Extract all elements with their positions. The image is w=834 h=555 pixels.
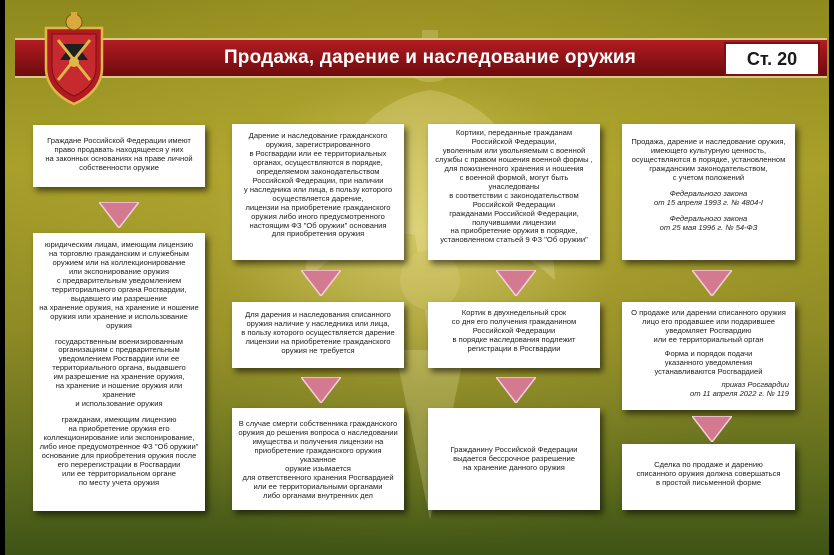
col4-box2-text: О продаже или дарении списанного оружия лицо его продавшее или подарившее уведомляет Росгвардию или ее территориальный орган [631,308,786,344]
rosgvardia-emblem-icon [38,10,110,106]
col4-box3 [622,444,795,510]
col2-box3-text: В случае смерти собственника гражданского оружия до решения вопроса о наследовании имущества и получения лицензии на приобретение гражданского оружия указанное оружие изымается для ответственного хранения Росгвардией или ее территориальными органами либо органами внутренних дел [238,419,398,500]
col2-box1 [232,124,404,260]
col1-box2-p3: гражданам, имеющим лицензию на приобретение оружия его коллекционирование или экспонирование, либо иное предусмотренное ФЗ "Об оружии" основание для приобретения оружия после его перерегистрации в Росгвардии или ее территориальном органе по месту учета оружия [39,415,199,487]
col2-box3 [232,408,404,510]
col3-box1 [428,124,600,260]
col4-arrow1-icon [692,270,732,296]
col1-arrow1-icon [99,202,139,228]
col2-box2-text: Для дарения и наследования списанного оружия наличие у наследника или лица, в пользу которого осуществляется дарение лицензии на приобретение гражданского оружия не требуется [241,310,395,355]
col2-arrow2-icon [301,377,341,403]
col2-box1-text: Дарение и наследование гражданского оружия, зарегистрированного в Росгвардии или ее территориальных органах, осуществляются в порядке, определяемом законодательством Российской Федерации, при наличии у наследника или лица, в пользу которого осуществляется дарение, лицензии на приобретение гражданского оружия либо иного предусмотренного настоящим ФЗ "Об оружии" основания для приобретения оружия [243,131,393,239]
col3-box1-text: Кортики, переданные гражданам Российской Федерации, уволенным или увольняемым с военной службы с правом ношения военной формы , для пожизненного хранения и ношения с военной формой, могут быть унаследованы в соответствии с законодательством Российской Федерации гражданами Российской Федерации, получившими лицензии на приобретение оружия в порядке, установленном статьей 9 ФЗ "Об оружии" [435,128,593,245]
col3-arrow2-icon [496,377,536,403]
col3-box3 [428,408,600,510]
right-border [829,0,834,555]
article-number-badge: Ст. 20 [724,42,820,76]
col3-arrow1-icon [496,270,536,296]
col4-box2-p2: Форма и порядок подачи указанного уведомления устанавливаются Росгвардией [654,348,763,376]
col4-box1-law1: Федерального закона от 15 апреля 1993 г. № 4804-I [653,188,763,207]
col2-arrow1-icon [301,270,341,296]
col4-box1-law2: Федерального закона от 25 мая 1996 г. № 54-ФЗ [659,213,758,232]
col4-box3-text: Сделка по продаже и дарению списанного оружия должна совершаться в простой письменной форме [636,460,781,487]
col4-box2 [622,302,795,410]
col1-box1 [33,125,205,187]
col4-box1-text: Продажа, дарение и наследование оружия, имеющего культурную ценность, осуществляются в порядке, установленном гражданским законодательством, с учетом положений [631,137,786,182]
col3-box2-text: Кортик в двухнедельный срок со дня его получения гражданином Российской Федерации в порядке наследования подлежит регистрации в Росгвардии [451,308,577,353]
col1-box2-p1: юридическим лицам, имеющим лицензию на торговлю гражданским и служебным оружием или на коллекционирование или экспонирование оружия с предварительным уведомлением территориального органа Росгвардии, выдавшего им разрешение на хранение оружия, на хранение и ношение оружия или хранение и использование оружия [39,240,199,330]
col2-box2 [232,302,404,368]
page-title: Продажа, дарение и наследование оружия [223,47,637,68]
col4-arrow2-icon [692,416,732,442]
col3-box2 [428,302,600,368]
col3-box3-text: Гражданину Российской Федерации выдается бессрочное разрешение на хранение данного оружия [450,445,578,472]
left-border [0,0,5,555]
col1-box2 [33,233,205,511]
col1-box2-p2: государственным военизированным организациям с предварительным уведомлением Росгвардии или ее территориального органа, выдавшего им разрешение на хранение оружия, на хранение и ношение оружия или хранение и использование оружия [52,336,186,409]
col4-box1 [622,124,795,260]
col4-box2-reference: приказ Росгвардии от 11 апреля 2022 г. № 119 [689,379,789,398]
col1-box1-text: Граждане Российской Федерации имеют право продавать находящееся у них на законных основаниях на праве личной собственности оружие [45,136,193,172]
